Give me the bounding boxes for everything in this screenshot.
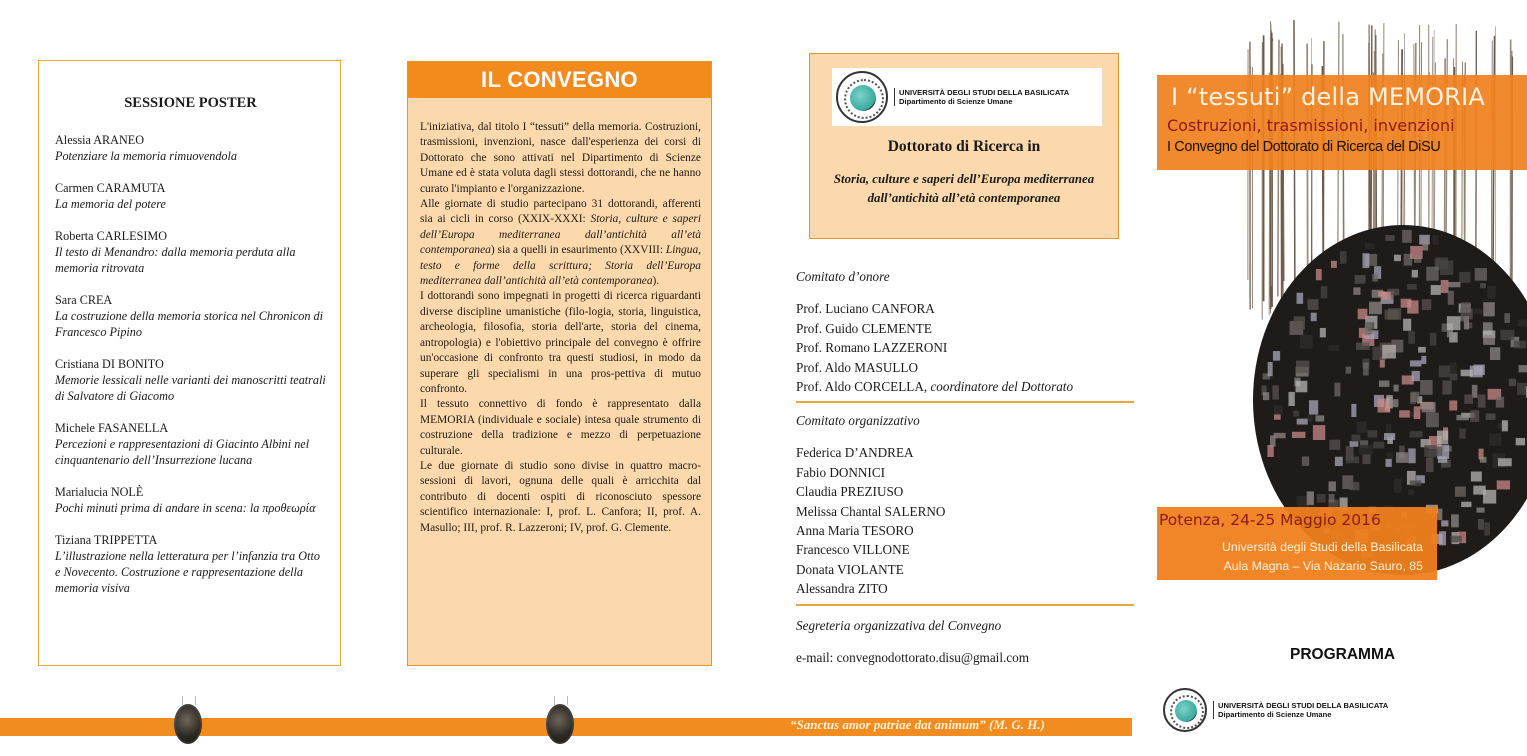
artwork-tile <box>1385 459 1391 467</box>
poster-item <box>55 228 326 276</box>
artwork-tile <box>1350 441 1359 447</box>
artwork-tile <box>1379 381 1389 387</box>
coordinator-role: coordinatore del Dottorato <box>927 379 1074 395</box>
artwork-tile <box>1363 362 1369 375</box>
artwork-tile <box>1272 385 1278 399</box>
artwork-tile <box>1296 361 1309 373</box>
artwork-tile <box>1426 458 1434 472</box>
poster-item <box>55 356 326 404</box>
poster-author: Roberta CARLESIMO <box>55 229 168 243</box>
artwork-tile <box>1489 433 1501 445</box>
artwork-tile <box>1480 457 1487 463</box>
poster-title: Memorie lessicali nelle varianti dei manoscritti teatrali di Salvatore di Giacomo <box>55 373 326 403</box>
text-run-italic: Lingua, testo e forme della scrittura; Storia dell’Europa mediterranea dall’antichità all’età contemporanea <box>420 244 701 288</box>
artwork-bead-icon <box>546 704 574 744</box>
artwork-tile <box>1459 272 1470 283</box>
artwork-tile <box>1365 243 1374 249</box>
poster-item <box>55 484 326 516</box>
artwork-tile <box>1418 347 1426 353</box>
artwork-tile <box>1451 514 1459 527</box>
university-logo <box>832 68 1102 126</box>
artwork-tile <box>1471 471 1482 481</box>
artwork-tile <box>1346 367 1352 374</box>
artwork-tile <box>1359 445 1373 455</box>
artwork-tile <box>1410 246 1422 259</box>
artwork-tile <box>1308 414 1313 421</box>
artwork-tile <box>1486 413 1496 419</box>
poster-author: Carmen CARAMUTA <box>55 181 166 195</box>
artwork-tile <box>1365 323 1372 335</box>
dottorato-title: Dottorato di Ricerca in <box>887 138 1041 155</box>
text-run: ). <box>652 275 660 288</box>
convegno-panel <box>407 61 712 666</box>
artwork-tile <box>1436 447 1442 456</box>
artwork-tile <box>1456 415 1468 420</box>
poster-item <box>55 532 326 596</box>
artwork-tile <box>1461 502 1471 507</box>
artwork-tile <box>1483 337 1495 345</box>
artwork-tile <box>1478 394 1486 407</box>
artwork-tile <box>1356 422 1366 433</box>
convegno-body <box>408 98 711 536</box>
artwork-tile <box>1476 507 1484 512</box>
artwork-tile <box>1297 419 1308 425</box>
artwork-tile <box>1362 253 1369 268</box>
artwork-tile <box>1294 316 1305 329</box>
convegno-paragraph: Il tessuto connettivo di fondo è rappresentato dalla MEMORIA (individuale e sociale) intesa quale strumento di costruzione della tradizione e mezzo di perpetuazione culturale. <box>420 398 701 457</box>
artwork-tile <box>1502 420 1508 431</box>
artwork-tile <box>1307 491 1314 505</box>
artwork-tile <box>1331 261 1337 268</box>
poster-title: Percezioni e rappresentazioni di Giacinto Albini nel cinquantenario dell’Insurrezione lucana <box>55 437 310 467</box>
member: Prof. Romano LAZZERONI <box>796 340 948 356</box>
coordinator-name: Prof. Aldo CORCELLA, <box>796 379 928 395</box>
artwork-tile <box>1356 343 1370 350</box>
artwork-tile <box>1321 286 1328 298</box>
artwork-tile <box>1410 431 1423 437</box>
artwork-tile <box>1516 438 1525 445</box>
artwork-tile <box>1414 406 1421 419</box>
artwork-tile <box>1410 480 1421 486</box>
artwork-tile <box>1426 267 1438 281</box>
artwork-tile <box>1420 380 1432 395</box>
artwork-tile <box>1402 230 1412 243</box>
poster-title: La memoria del potere <box>55 197 166 211</box>
artwork-tile <box>1369 302 1382 314</box>
artwork-tile <box>1315 415 1324 421</box>
text-run: Alle giornate di studio partecipano 31 dottorandi, afferenti sia ai cicli in corso (XXIX-XXXI: <box>420 198 701 226</box>
artwork-tile <box>1483 330 1496 338</box>
cover-title-band <box>1157 75 1527 170</box>
poster-item <box>55 420 326 468</box>
member: Fabio DONNICI <box>796 464 886 480</box>
artwork-tile <box>1422 237 1428 250</box>
artwork-tile <box>1334 383 1340 397</box>
artwork-tile <box>1442 381 1451 395</box>
artwork-tile <box>1352 434 1361 441</box>
artwork-tile <box>1329 494 1335 502</box>
artwork-tile <box>1517 383 1527 395</box>
member-coordinator <box>796 377 1136 396</box>
artwork-tile <box>1270 435 1275 446</box>
artwork-tile <box>1470 410 1479 422</box>
artwork-tile <box>1274 405 1283 415</box>
artwork-tile <box>1329 481 1336 491</box>
artwork-tile <box>1351 404 1356 417</box>
dottorato-panel <box>809 53 1119 239</box>
artwork-tile <box>1473 486 1485 495</box>
artwork-tile <box>1447 316 1461 330</box>
artwork-tile <box>1460 316 1468 321</box>
artwork-tile <box>1349 482 1359 490</box>
artwork-tile <box>1496 397 1504 408</box>
artwork-tile <box>1426 413 1439 428</box>
artwork-tile <box>1353 287 1360 294</box>
artwork-tile <box>1459 429 1465 439</box>
artwork-tile <box>1422 299 1431 310</box>
artwork-tile <box>1464 395 1473 404</box>
artwork-tile <box>1320 328 1326 337</box>
artwork-tile <box>1346 457 1359 464</box>
artwork-tile <box>1422 402 1436 412</box>
poster-item <box>55 180 326 212</box>
artwork-tile <box>1385 310 1399 320</box>
comitato-organizzativo-heading: Comitato organizzativo <box>796 413 920 428</box>
comitato-onore-list <box>796 299 1136 396</box>
artwork-tile <box>1480 283 1486 288</box>
artwork-tile <box>1384 433 1395 440</box>
artwork-tile <box>1408 331 1415 344</box>
artwork-tile <box>1450 536 1461 543</box>
university-logo-text <box>1213 701 1388 719</box>
poster-item <box>55 132 326 164</box>
artwork-tile <box>1410 360 1422 366</box>
member: Melissa Chantal SALERNO <box>796 503 946 519</box>
poster-title: Il testo di Menandro: dalla memoria perduta alla memoria ritrovata <box>55 245 296 275</box>
member: Anna Maria TESORO <box>796 523 914 539</box>
footer-motto: “Sanctus amor patriae dat animum” (M. G. H.) <box>790 717 1045 732</box>
artwork-tile <box>1382 292 1390 300</box>
artwork-tile <box>1428 450 1436 457</box>
artwork-tile <box>1358 309 1368 320</box>
convegno-paragraph: Le due giornate di studio sono divise in quattro macro-sessioni di lavori, ognuna delle quali è arricchita dal contributo di docenti ospiti di riconosciuto spessore scientifico internazionale: I, prof. L. Canfora; II, prof. A. Masullo; III, prof. R. Lazzeroni; IV, prof. G. Clemente. <box>420 459 701 534</box>
artwork-tile <box>1328 345 1339 351</box>
artwork-tile <box>1509 379 1516 386</box>
poster-list <box>55 132 326 596</box>
artwork-tile <box>1408 489 1414 495</box>
artwork-tile <box>1450 373 1458 380</box>
university-seal-icon <box>1163 688 1207 732</box>
artwork-tile <box>1407 284 1417 290</box>
artwork-tile <box>1441 520 1448 526</box>
programma-label: PROGRAMMA <box>1290 646 1396 663</box>
poster-author: Michele FASANELLA <box>55 421 169 435</box>
convegno-paragraph <box>420 197 701 289</box>
artwork-tile <box>1268 362 1273 376</box>
member: Prof. Luciano CANFORA <box>796 301 935 317</box>
convegno-paragraph: L'iniziativa, dal titolo I “tessuti” della memoria. Costruzioni, trasmissioni, invenzioni, nasce dall'esperienza dei corsi di Dottorato che sono attivati nel Dipartimento di Scienze Umane ed è stata voluta dagli stessi dottorandi, che ne hanno curato l'impianto e l'organizzazione. <box>420 121 701 195</box>
artwork-tile <box>1297 293 1304 304</box>
artwork-tile <box>1309 400 1318 414</box>
artwork-tile <box>1313 425 1325 440</box>
segreteria <box>796 616 1136 668</box>
artwork-tile <box>1437 431 1448 444</box>
text-run-italic: Storia, culture e saperi dell’Europa mediterranea dall’antichità all’età contemporanea <box>420 213 701 257</box>
artwork-tile <box>1363 454 1371 464</box>
artwork-tile <box>1472 309 1482 314</box>
artwork-tile <box>1300 335 1313 349</box>
artwork-tile <box>1439 366 1450 378</box>
artwork-tile <box>1484 522 1490 535</box>
poster-author: Alessia ARANEO <box>55 133 145 147</box>
artwork-tile <box>1296 381 1308 393</box>
artwork-tile <box>1329 440 1340 450</box>
poster-title: Pochi minuti prima di andare in scena: la προθεωρία <box>55 501 316 515</box>
artwork-tile <box>1382 345 1396 359</box>
artwork-tile <box>1288 392 1294 406</box>
artwork-tile <box>1439 531 1446 545</box>
artwork-tile <box>1478 519 1484 530</box>
artwork-tile <box>1432 235 1438 245</box>
artwork-tile <box>1372 274 1378 282</box>
artwork-tile <box>1498 458 1512 466</box>
event-date: Potenza, 24-25 Maggio 2016 <box>1159 511 1381 529</box>
event-venue-1: Università degli Studi della Basilicata <box>1222 540 1423 554</box>
artwork-tile <box>1449 400 1457 410</box>
artwork-tile <box>1474 365 1485 376</box>
event-venue-2: Aula Magna – Via Nazario Sauro, 85 <box>1223 559 1423 573</box>
artwork-tile <box>1518 320 1527 327</box>
artwork-tile <box>1483 302 1495 316</box>
artwork-tile <box>1497 480 1510 489</box>
artwork-tile <box>1411 392 1420 402</box>
logo-line-1: UNIVERSITÀ DEGLI STUDI DELLA BASILICATA <box>1218 701 1389 710</box>
artwork-tile <box>1335 457 1343 466</box>
artwork-tile <box>1448 291 1454 305</box>
artwork-tile <box>1263 392 1269 400</box>
artwork-tile <box>1355 275 1366 284</box>
artwork-tile <box>1430 333 1437 346</box>
artwork-tile <box>1317 494 1326 502</box>
artwork-tile <box>1302 456 1309 465</box>
poster-item <box>55 292 326 340</box>
artwork-tile <box>1267 445 1273 457</box>
poster-title: L’illustrazione nella letteratura per l’infanzia tra Otto e Novecento. Costruzione e rappresentazione della memoria visiva <box>55 549 320 595</box>
artwork-tile <box>1458 490 1465 497</box>
member: Donata VIOLANTE <box>796 561 904 577</box>
artwork-tile <box>1514 341 1526 349</box>
cover-tagline: I Convegno del Dottorato di Ricerca del DiSU <box>1167 139 1441 155</box>
artwork-tile <box>1438 456 1447 462</box>
cover-subtitle: Costruzioni, trasmissioni, invenzioni <box>1167 116 1455 135</box>
logo-line-2: Dipartimento di Scienze Umane <box>1218 710 1332 719</box>
member: Claudia PREZIUSO <box>796 484 904 500</box>
member: Federica D’ANDREA <box>796 445 914 461</box>
email-label: e-mail: <box>796 650 834 666</box>
artwork-tile <box>1367 430 1377 437</box>
member: Prof. Aldo MASULLO <box>796 359 918 375</box>
poster-author: Tiziana TRIPPETTA <box>55 533 158 547</box>
artwork-tile <box>1393 385 1398 392</box>
artwork-tile <box>1292 432 1305 438</box>
member: Prof. Guido CLEMENTE <box>796 320 932 336</box>
email-link[interactable]: convegnodottorato.disu@gmail.com <box>836 650 1029 666</box>
member: Alessandra ZITO <box>796 581 888 597</box>
artwork-tile <box>1500 330 1514 340</box>
artwork-tile <box>1293 411 1299 417</box>
convegno-header: IL CONVEGNO <box>408 62 711 98</box>
artwork-tile <box>1407 300 1418 313</box>
poster-author: Marialucia NOLÈ <box>55 485 144 499</box>
member: Francesco VILLONE <box>796 542 910 558</box>
artwork-tile <box>1490 347 1500 360</box>
artwork-tile <box>1440 260 1453 275</box>
artwork-tile <box>1373 442 1384 449</box>
poster-author: Cristiana DI BONITO <box>55 357 164 371</box>
artwork-tile <box>1316 269 1322 280</box>
artwork-tile <box>1273 351 1280 361</box>
artwork-tile <box>1504 313 1510 323</box>
poster-session-panel <box>38 60 341 666</box>
divider <box>796 604 1134 606</box>
artwork-tile <box>1274 414 1281 420</box>
artwork-tile <box>1461 370 1473 377</box>
artwork-tile <box>1340 251 1347 264</box>
convegno-paragraph: I dottorandi sono impegnati in progetti di ricerca riguardanti diverse discipline umanistiche (filo-logia, storia, linguistica, archeologia, filosofia, storia dell'arte, storia del cinema, antropologia) e l'obiettivo principale del convegno è offrire un'occasione di confronto tra questi studiosi, in modo da superare gli specialismi in una pros-pettiva di mutuo confronto. <box>420 290 701 395</box>
artwork-tile <box>1487 286 1495 299</box>
dottorato-subtitle: Storia, culture e saperi dell’Europa mediterranea dall’antichità all’età contemporanea <box>833 172 1095 205</box>
segreteria-heading: Segreteria organizzativa del Convegno <box>796 618 1002 633</box>
comitato-organizzativo-list <box>796 443 1136 598</box>
comitato-organizzativo <box>796 411 1136 599</box>
university-logo-text <box>894 88 1069 106</box>
cover-title: I “tessuti” della MEMORIA <box>1171 83 1485 111</box>
artwork-tile <box>1461 302 1471 309</box>
artwork-tile <box>1431 285 1441 295</box>
comitato-onore <box>796 267 1136 396</box>
artwork-tile <box>1399 410 1410 417</box>
artwork-bead-icon <box>174 704 202 744</box>
artwork-tile <box>1475 268 1487 281</box>
divider <box>796 401 1134 403</box>
artwork-tile <box>1394 479 1401 493</box>
logo-line-1: UNIVERSITÀ DEGLI STUDI DELLA BASILICATA <box>899 88 1070 97</box>
artwork-tile <box>1447 282 1460 287</box>
segreteria-contact <box>796 648 1136 667</box>
artwork-tile <box>1403 319 1411 331</box>
poster-session-title: SESSIONE POSTER <box>124 95 257 111</box>
artwork-tile <box>1396 452 1408 463</box>
comitato-onore-heading: Comitato d’onore <box>796 269 890 284</box>
poster-author: Sara CREA <box>55 293 113 307</box>
artwork-tile <box>1519 365 1527 372</box>
artwork-tile <box>1442 323 1447 331</box>
cover-date-band <box>1157 507 1437 580</box>
artwork-tile <box>1412 371 1420 381</box>
artwork-tile <box>1412 270 1418 278</box>
logo-line-2: Dipartimento di Scienze Umane <box>899 97 1013 106</box>
poster-title: Potenziare la memoria rimuovendola <box>55 149 237 163</box>
poster-title: La costruzione della memoria storica nel Chronicon di Francesco Pipino <box>55 309 323 339</box>
text-run: ) sia a quelli in esaurimento (XXVIII: <box>490 244 666 257</box>
artwork-tile <box>1408 448 1415 463</box>
university-logo-bottom <box>1163 688 1388 732</box>
artwork-tile <box>1389 399 1399 407</box>
artwork-tile <box>1385 235 1394 241</box>
artwork-tile <box>1421 356 1426 364</box>
artwork-tile <box>1394 255 1401 261</box>
university-seal-icon <box>836 71 888 123</box>
artwork-tile <box>1308 299 1319 310</box>
artwork-tile <box>1311 313 1317 321</box>
artwork-tile <box>1450 363 1457 373</box>
artwork-tile <box>1387 453 1393 460</box>
